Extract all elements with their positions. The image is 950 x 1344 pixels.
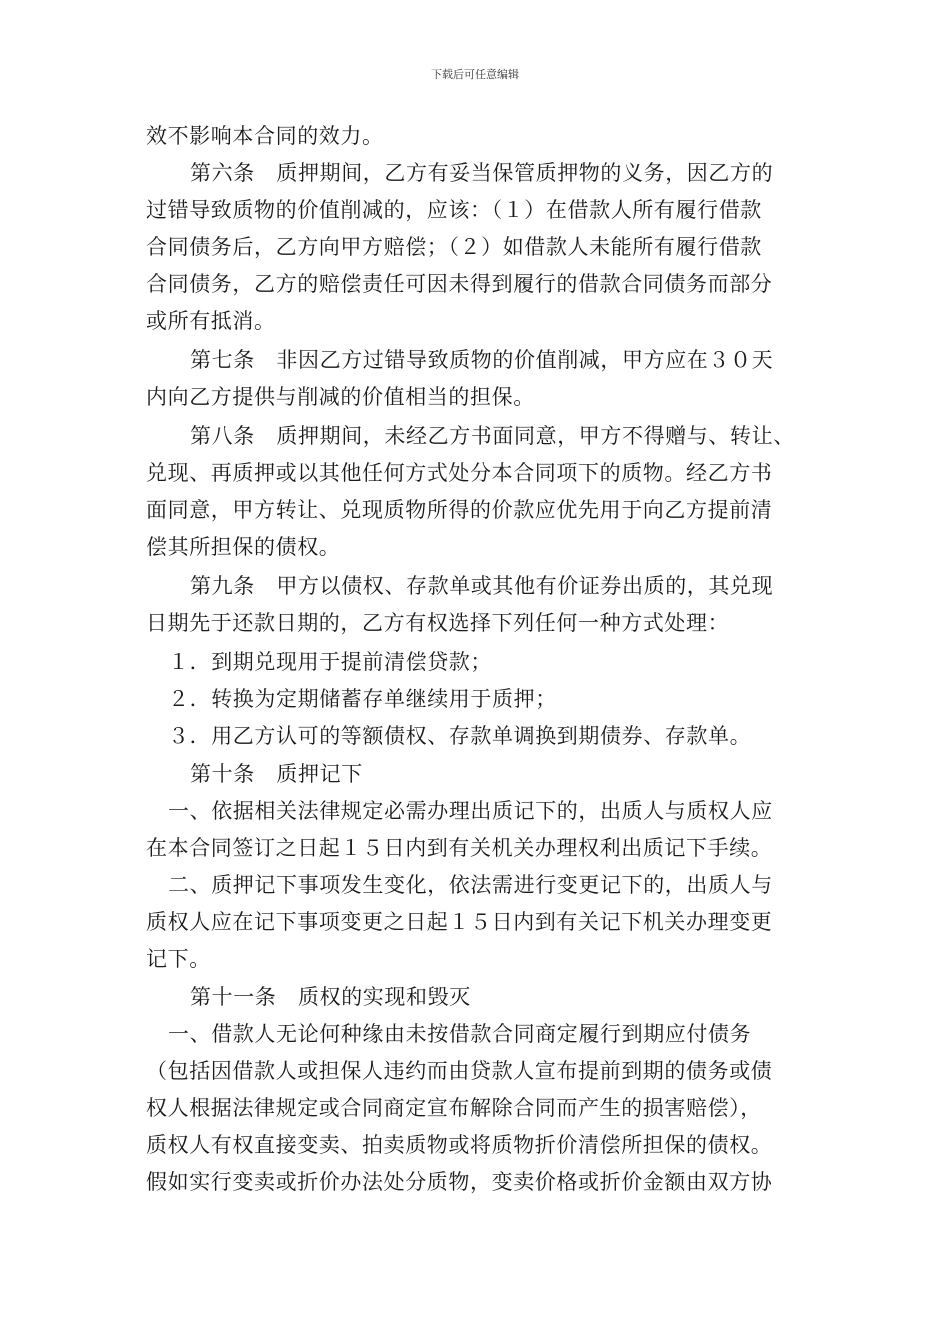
text-line: 第七条 非因乙方过错导致质物的价值削减，甲方应在３０天 — [190, 348, 774, 372]
text-line: 一、借款人无论何种缘由未按借款合同商定履行到期应付债务 — [168, 1022, 752, 1046]
list-item: ３．用乙方认可的等额债权、存款单调换到期债券、存款单。 — [168, 724, 752, 748]
text-line: 或所有抵消。 — [146, 309, 276, 333]
header-note: 下载后可任意编辑 — [431, 68, 519, 81]
section-heading: 第十一条 质权的实现和毁灭 — [190, 985, 471, 1009]
text-line: 第八条 质押期间，未经乙方书面同意，甲方不得赠与、转让、 — [190, 424, 795, 448]
text-line: 记下。 — [146, 947, 211, 971]
text-line: 内向乙方提供与削减的价值相当的担保。 — [146, 385, 535, 409]
text-line: 在本合同签订之日起１５日内到有关机关办理权利出质记下手续。 — [146, 836, 773, 860]
text-line: 第九条 甲方以债权、存款单或其他有价证券出质的，其兑现 — [190, 574, 774, 598]
list-item: ２．转换为定期储蓄存单继续用于质押； — [168, 687, 557, 711]
text-line: 权人根据法律规定或合同商定宣布解除合同而产生的损害赔偿）， — [146, 1096, 762, 1120]
text-line: 合同债务后，乙方向甲方赔偿；（２）如借款人未能所有履行借款 — [146, 235, 762, 259]
text-line: 质权人有权直接变卖、拍卖质物或将质物折价清偿所担保的债权。 — [146, 1133, 773, 1157]
text-line: 二、质押记下事项发生变化，依法需进行变更记下的，出质人与 — [168, 873, 773, 897]
text-line: 第六条 质押期间，乙方有妥当保管质押物的义务，因乙方的 — [190, 161, 774, 185]
text-line: 过错导致质物的价值削减的，应该：（１）在借款人所有履行借款 — [146, 198, 762, 222]
text-line: 合同债务，乙方的赔偿责任可因未得到履行的借款合同债务而部分 — [146, 272, 773, 296]
text-line: 一、依据相关法律规定必需办理出质记下的，出质人与质权人应 — [168, 799, 773, 823]
list-item: １．到期兑现用于提前清偿贷款； — [168, 650, 492, 674]
text-line: 假如实行变卖或折价办法处分质物，变卖价格或折价金额由双方协 — [146, 1170, 773, 1194]
text-line: 面同意，甲方转让、兑现质物所得的价款应优先用于向乙方提前清 — [146, 498, 773, 522]
text-line: 日期先于还款日期的，乙方有权选择下列任何一种方式处理： — [146, 611, 730, 635]
text-line: 效不影响本合同的效力。 — [146, 124, 384, 148]
text-line: 兑现、再质押或以其他任何方式处分本合同项下的质物。经乙方书 — [146, 461, 773, 485]
text-line: 质权人应在记下事项变更之日起１５日内到有关记下机关办理变更 — [146, 910, 773, 934]
text-line: （包括因借款人或担保人违约而由贷款人宣布提前到期的债务或债 — [146, 1059, 773, 1083]
section-heading: 第十条 质押记下 — [190, 762, 363, 786]
text-line: 偿其所担保的债权。 — [146, 535, 341, 559]
